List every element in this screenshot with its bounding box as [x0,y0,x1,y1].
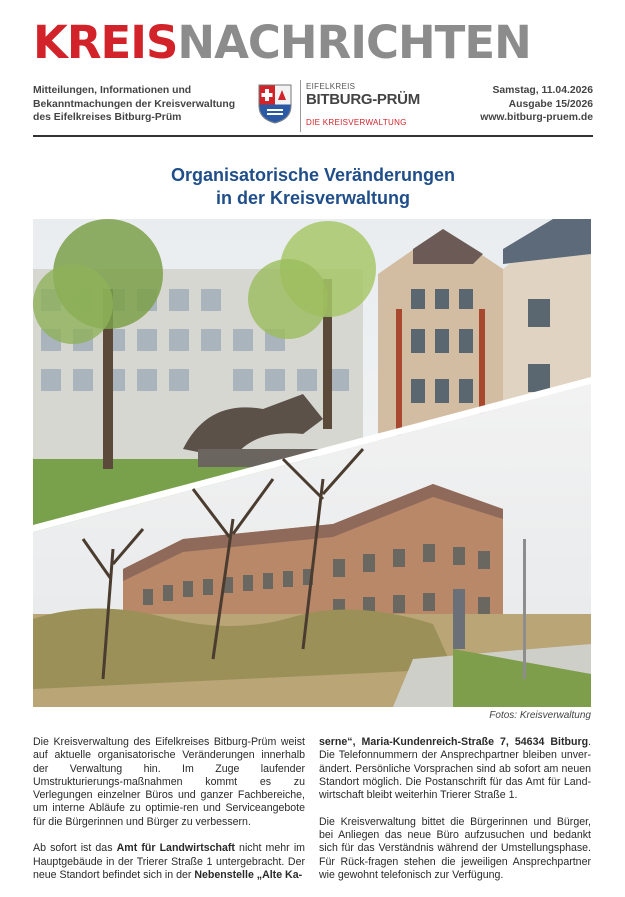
headline-line: Organisatorische Veränderungen [170,165,456,185]
issue-website: www.bitburg-pruem.de [480,112,593,124]
text-segment: nicht mehr im Hauptgebäude in der Trierer Straße 1 untergebracht. Der neue Standort befindet sich in der [33,842,305,881]
masthead [33,18,593,68]
kreis-logo [258,80,428,134]
issue-info [423,84,593,125]
article-column-right [319,736,591,896]
street-lamp [523,539,526,679]
article-paragraph: Die Kreisverwaltung des Eifelkreises Bitburg-Prüm weist auf aktuelle organisatorische Veränderungen innerhalb der Verwaltung hin. Im Zuge laufender Umstrukturierungs-maßnahmen kommt es zu Verlegungen einzelner Büros und ganzer Fachbereiche, um interne Abläufe zu optimie-ren und Serviceangebote für die Bürgerinnen und Bürger zu verbessern. [33,736,305,828]
publication-subtitle [33,84,253,125]
issue-date: Samstag, 11.04.2026 [492,85,593,96]
subtitle-line: Mitteilungen, Informationen und [33,85,192,96]
coat-of-arms-icon [258,84,292,124]
text-segment: . Die Telefonnummern der Ansprechpartner bleiben unver-ändert. Persönliche Vorsprachen sind ab sofort am neuen Standort möglich. Die Postanschrift für das Amt für Land-wirtschaft bleibt weiterhin Trierer Straße 1. [319,736,591,802]
bold-segment: serne“, Maria-Kundenreich-Straße 7, 54634 Bitburg [319,736,589,748]
article-column-left [33,736,305,896]
subtitle-line: des Eifelkreises Bitburg-Prüm [33,112,182,124]
photo-illustration [33,219,591,707]
article-headline [33,164,593,210]
issue-edition: Ausgabe 15/2026 [508,98,593,110]
article-paragraph: Die Kreisverwaltung bittet die Bürgerinnen und Bürger, bei Anliegen das neue Büro aufzusuchen und bedankt sich für das Verständnis während der Umstellungsphase. Für Rück-fragen stehen die jeweiligen Ansprechpartner wie gewohnt telefonisch zur Verfügung. [319,815,591,881]
article-paragraph [33,842,305,882]
headline-line: in der Kreisverwaltung [215,188,411,208]
text-segment: Ab sofort ist das [33,842,117,855]
logo-divider [300,80,301,132]
subtitle-line: Bekanntmachungen der Kreisverwaltung [33,98,236,110]
masthead-nachrichten: NACHRICHTEN [177,16,531,69]
masthead-kreis: KREIS [33,16,178,69]
bold-segment: Nebenstelle „Alte Ka- [194,868,303,881]
logo-line-kreisverwaltung: DIE KREISVERWALTUNG [306,118,407,127]
article-paragraph [319,736,591,802]
photo-caption: Fotos: Kreisverwaltung [489,710,591,721]
header-rule [33,135,593,137]
bold-segment: Amt für Landwirtschaft [116,842,235,855]
logo-line-bitburg: BITBURG-PRÜM [306,91,420,108]
logo-line-eifelkreis: EIFELKREIS [306,82,356,91]
article-photo-collage [33,219,591,707]
